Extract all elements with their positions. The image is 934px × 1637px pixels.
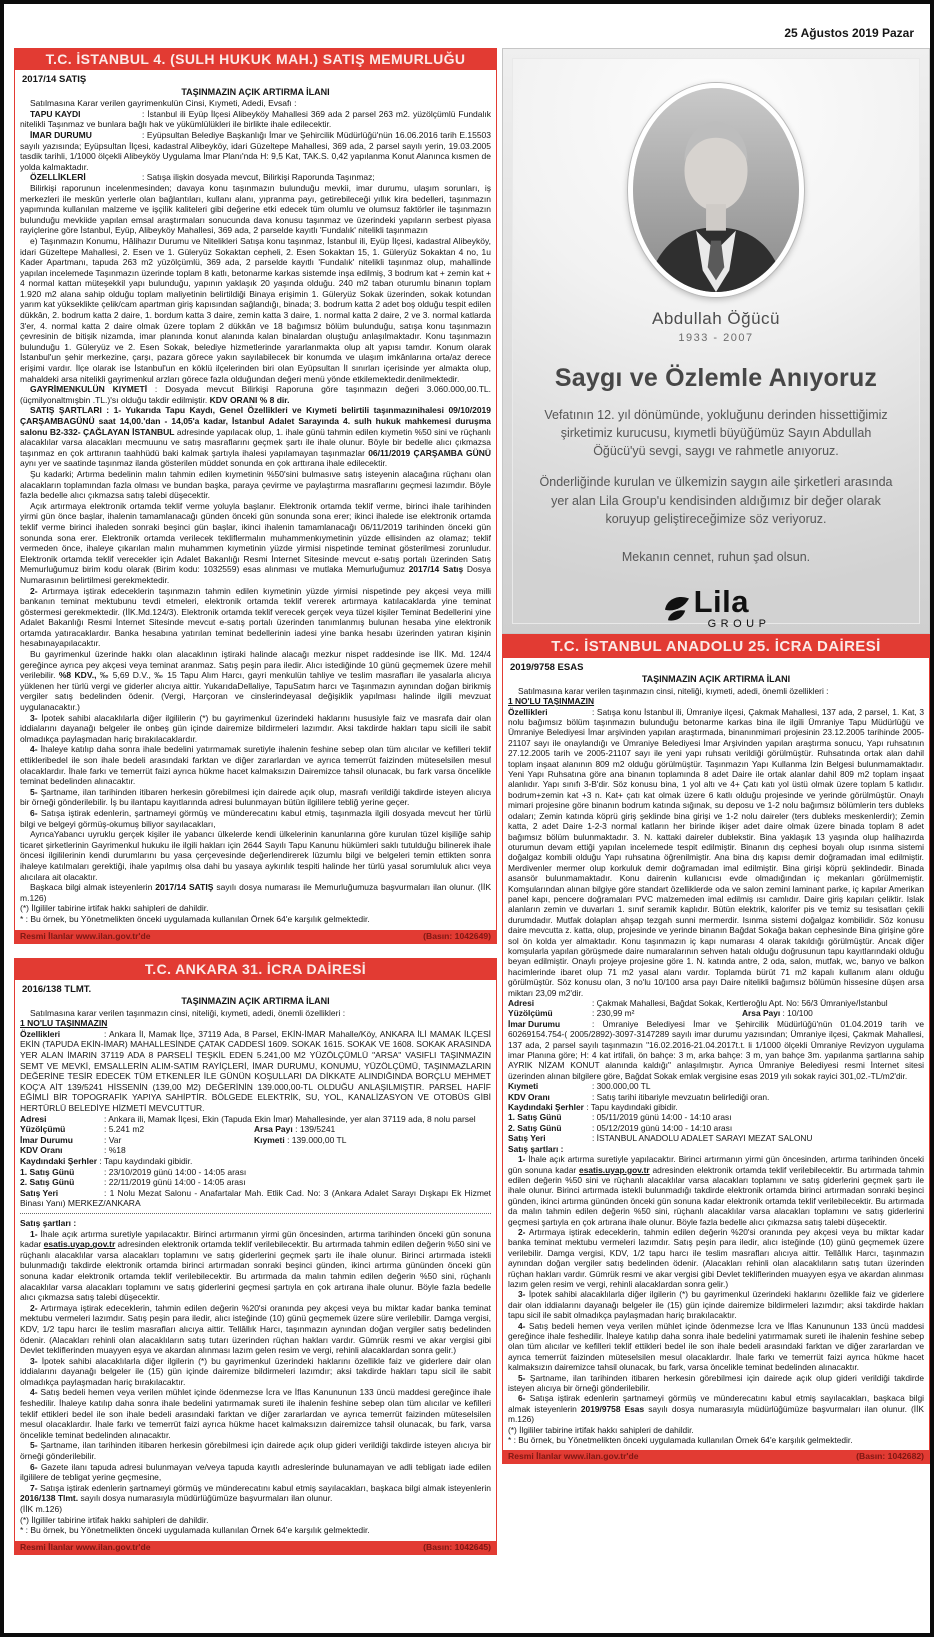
notice-footer-bar (503, 1450, 929, 1463)
portrait-photo (628, 83, 804, 297)
memorial-paragraph: Önderliğinde kurulan ve ülkemizin saygın aile şirketleri arasında yer alan Lila Group'u kendisinden aldığımız bir değer olarak koruyup geliştireceğimize söz veriyoruz. (539, 475, 893, 526)
portrait-illustration (633, 88, 799, 292)
memorial-years: 1933 - 2007 (678, 332, 754, 344)
memorial-name: Abdullah Öğücü (652, 309, 780, 328)
logo-group-label: GROUP (707, 617, 771, 630)
notice-footer-bar (15, 930, 496, 943)
leaf-icon (662, 594, 692, 624)
notice-body (503, 658, 929, 1450)
basin-number: (Basın: 1042645) (423, 1541, 491, 1552)
auction-notice-istanbul-anadolu-25 (502, 634, 930, 1464)
right-column (502, 48, 930, 1478)
notice-title-bar: T.C. İSTANBUL 4. (SULH HUKUK MAH.) SATIŞ MEMURLUĞU (15, 49, 496, 70)
memorial-inner-panel (512, 58, 920, 630)
notice-body (15, 70, 496, 930)
official-ads-link: Resmi İlanlar www.ilan.gov.tr'de (508, 1451, 639, 1462)
lila-group-logo (513, 583, 919, 630)
basin-number: (Basın: 1042682) (856, 1451, 924, 1462)
logo-wordmark: Lila (693, 583, 749, 619)
case-number: 2016/138 TLMT. (22, 983, 92, 995)
notice-body (15, 980, 496, 1541)
notice-title-bar: T.C. ANKARA 31. İCRA DAİRESİ (15, 959, 496, 980)
notice-title-bar: T.C. İSTANBUL ANADOLU 25. İCRA DAİRESİ (503, 635, 929, 658)
left-column (14, 48, 497, 1569)
notice-paragraphs: TAŞINMAZIN AÇIK ARTIRMA İLANI Satılmasına karar verilen taşınmazın cinsi, niteliği, kıymeti, adedi, önemli özellikleri : 1 NO'LU TAŞINMAZIN Özellikleri : Satışa konu İstanbul ili, Ümraniye ilçesi, Çakmak Mahallesi, 137 ada, 2 parsel, 1. Kat, 3 nolu bağımsız bölüm taşınmazın bulunduğu betonarme karkas bina ile ilgili Ümraniye Tapu Müdürlüğü ve Ümraniye Belediyesi İmar arşivinden yapılan araştırmada, binanınmimari projesinin 23.12.2005 tarihinde 2005-21107 sayı ile onaylandığı ve Ümraniye Belediyesi İmar Arşivinden yapılan araştırma sonucu, Yapı ruhsatının 27.12.2005 tarih ve 2005-21107 sayı ile yeni yapı ruhsatı verildiği görülmüştür. Ruhsatında ortak alan dahil toplam inşaat alanının 809 m2 olduğu görülmüştür. Taşınmazın Yapı Kullanma İzin Belgesi bulunmamaktadır. Yeni Yapı Ruhsatına göre ana binanın toplamında 8 adet Daire ile ortak alanlar dahil 809 m2 toplam inşaat alanlıdır. Yapı sınıfı 3-B'dir. Söz konusu bina, 1 yol altı ve 4+ Çatı katı yol üstü olmak üzere toplam 5 katlıdır. bodrum+zemin kat +3 n. Kat+ çatı kat olmak üzere 6 katlı olduğu projesinde ve yerinde görülmüştür. Onaylı mimari projesine göre binanın bodrum katında sığınak, su deposu ve 1-2 nolu bağımsız bölümlerin ters dubleks odaları; Zemin katında köprü giriş şeklinde bina girişi ve 1-2 nolu daireler (ters dubleks meskenlerdir); Zemin katta, 2 adet Daire 1-2-3 normal katların her birinde ikişer adet daire olmak üzere binada toplam 8 adet bağımsız bölüm bulunmaktadır. 3. N. kattaki daireler dublekstir. Bina yaklaşık 13 yaşında olup halihazırda oturumun devam ettiği yapılan incelemede tespit edilmiştir. Binanın dış cephesi boyalı olup ısınma sistemi doğalgaz kombili olduğu Yapı ruhsatına öğrenilmiştir. Ana bina dış kapısı demir doğramadan imal edilmiştir. Merdivenler mermer olup korkuluk demir doğramadan imal edilmiştir. Bina girişi köprü şeklindedir. Binada asansör bulunmamaktadır. Konu dairenin kullanıcısı evde olmadığından iç mekanları görülmemiştir. Komşularından alınan bilgiye göre standart özelliklerde oda ve salon zemini laminant parke, iç kapılar Amerikan panel kapı, pencere doğramaları PVC malzemeden imal edilmiş ısı camlıdır. Daire giriş kapıları çeliktir. Islak alanların zemin ve duvarları 1. sınıf seramik kaplıdır. Bütün elektrik, kalorifer pis ve temiz su tesisatları çekili durumdadır. Mutfak dolapları ahşap tezgah sunni mermerdir. Isınma sistemi doğalgaz kombilidir. Söz konusu daire mevcutta z. katta, olup, projesinde ve yerinde binanın Bağdat Sokağa bakan cephesinde Bina girişine göre sol ön kolda yer almaktadır. Konu taşınmazın iç kapı numarası 4 olarak takıldığı görülmüştür. Ancak diğer komşularla yapılan görüşmede daire numaralarının sehven hatalı olduğu doğrusunun tapu kayıtlarındaki olduğu beyan edilmiştir. Onaylı projeye projesine göre 1. N. katında antre, 2 oda, salon, mutfak, wc, banyo ve balkon hacimlerinde ibaret olup 71 m2 yasal alanı vardır. Toplamda bürüt 71 m2 kapalı kullanım alanı olduğu görülmüştür. Söz konusu olan, 3 no'lu 10/100 arsa payı Daire nitelikli bağımsız bölümün hissesine düşen arsa miktarı 23,09 m2'dir. Adresi : Çakmak Mahallesi, Bağdat Sokak, Kertleroğlu Apt. No: 56/3 Ümraniye/İstanbul Yüzölçümü : 230,99 m² Arsa Payı : 10/100 İmar Durumu : Ümraniye Belediyesi İmar ve Şehircilik Müdürlüğü'nün 01.04.2019 tarih ve 60269154.754-( 2005/2892)-3097-3147289 sayılı imar durumu yazısından; Ümraniye ilçesi, Çakmak Mahallesi, 137 ada, 2 parsel sayılı taşınmazın "16.02.2016-21.04.2017t.t. li 1/1000 ölçekli Ümraniye Revizyon uygulama imar Planına göre; H: 4 kat irtifali, ön bahçe: 3 m, arka bahçe: 3 m, yan bahçe 3m. yapılanma şartlarına sahip AYRIK NİZAM KONUT alanında kaldığı" anlaşılmıştır. Ayrıca Ümraniye Belediyesi resmi İnternet sitesi üzerinden alınan bilgilere göre, Bağdat Sokak emlak vergisine esas 2019 yılı sokak rayici 301,02.-TL/m2'dir. Kıymeti : 300.000,00 TL KDV Oranı : Satış tarihi itibariyle mevzuatın belirlediği oran. Kaydındaki Şerhler : Tapu kaydındaki gibidir. 1. Satış Günü : 05/11/2019 günü 14:00 - 14:10 arası 2. Satış Günü : 05/12/2019 günü 14:00 - 14:10 arası Satış Yeri : İSTANBUL ANADOLU ADALET SARAYI MEZAT SALONU Satış şartları : 1- İhale açık artırma suretiyle yapılacaktır. Birinci artırmanın yirmi gün öncesinden, artırma tarihinden önceki gün sonuna kadar esatis.uyap.gov.tr adresinden elektronik ortamda teklif verilebilecektir. Bu artırmada tahmin edilen değerin %50 sini ve rüçhanlı alacaklılar varsa alacakları toplamını ve satış giderlerini geçmek şartı ile ihale olunur. Birinci artırmada istekli bulunmadığı takdirde elektronik ortamda birinci artırmadan sonraki beşinci günden, ikinci artırma gününden önceki gün sonuna kadar elektronik ortamda teklif verilebilecektir. Bu artırmada da malın tahmin edilen değerin %50 sini, rüçhanlı alacaklılar varsa alacakları toplamını ve satış giderlerini geçmesi şartıyla en çok artırana ihale olunur. Böyle fazla bedelle alıcı çıkmazsa satış talebi düşecektir. 2- Artırmaya iştirak edeceklerin, tahmin edilen değerin %20'si oranında pey akçesi veya bu miktar kadar banka teminat mektubu vermeleri lazımdır. Satış peşin para iledir, alıcı isteğinde (10) günü geçmemek üzere verilebilir. Damga vergisi, KDV, 1/2 tapu harcı ile teslim masrafları alıcıya aittir. Tellâllık Harcı, taşınmazın aynından doğan vergiler satış bedelinden ödenir. (Alacakları rehinli olan alacaklıların satış tutarı üzerinden rüçhan hakları vardır. Gümrük resmi ve akar vergisi gibi Devlet tekliflerinden muayyen eşya ve akardan alınması lazım gelen resim ve vergi, rehinli alacaklardan sonra gelir.) 3- İpotek sahibi alacaklılarla diğer ilgilerin (*) bu gayrimenkul üzerindeki haklarını özellikle faiz ve giderlere dair olan iddialarını dayanağı belgeler ile (15) gün içinde dairemize bildirmeleri lazımdır; aksi takdirde hakları tapu sicil ile sabit olmadıkça paylaşmadan hariç bırakılacaktır. 4- Satış bedeli hemen veya verilen mühlet içinde ödenmezse İcra ve İflas Kanununun 133 üncü maddesi gereğince ihale feshedilir. İhaleye katılıp daha sonra ihale bedelini yatırmamak sureti ile ihalenin feshine sebep olan tüm alıcılar ve kefilleri teklif ettikleri bedel ile son ihale bedeli arasındaki farktan ve diğer zararlardan ve ayrıca temerrüt faizinden müteselsilen mesul olacaklardır. İhale farkı ve temerrüt faizi ayrıca hükme hacet kalmaksızın dairemizce tahsil olunacak, bu fark, varsa öncelikle teminat bedelinden alınacaktır. 5- Şartname, ilan tarihinden itibaren herkesin görebilmesi için dairede açık olup gideri verildiği takdirde isteyen alıcıya bir örneği gönderilebilir. 6- Satışa iştirak edenlerin şartnameyi görmüş ve münderecatını kabul etmiş sayılacakları, başkaca bilgi almak isteyenlerin 2019/9758 Esas sayılı dosya numarasıyla müdürlüğümüze başvurmaları ilan olunur. (İİK m.126) (*) İlgililer tabirine irtifak hakkı sahipleri de dahildir. * : Bu örnek, bu Yönetmelikten önceki uygulamada kullanılan Örnek 64'e karşılık gelmektedir. (508, 674, 925, 1446)
memorial-ad (502, 48, 930, 634)
memorial-heading: Saygı ve Özlemle Anıyoruz (554, 364, 878, 392)
notice-footer-bar (15, 1541, 496, 1554)
basin-number: (Basın: 1042649) (423, 930, 491, 941)
memorial-paragraph: Vefatının 12. yıl dönümünde, yokluğunu derinden hissettiğimiz şirketimiz kurucusu, kıymetli büyüğümüz Sayın Abdullah Öğücü'yü sevgi, saygı ve rahmetle anıyoruz. (544, 408, 888, 459)
case-number: 2017/14 SATIŞ (22, 74, 87, 85)
notice-paragraphs: TAŞINMAZIN AÇIK ARTIRMA İLANI Satılmasına Karar verilen gayrimenkulün Cinsi, Kıymeti, Adedi, Evsafı : TAPU KAYDI : İstanbul ili Eyüp İlçesi Alibeyköy Mahallesi 369 ada 2 parsel 263 m2. yüzölçümlü Fundalık nitelikli Taşınmaz ve bunlara bağlı hak ve yükümlülükleri ile birlikte ihale edilecektir. İMAR DURUMU : Eyüpsultan Belediye Başkanlığı İmar ve Şehircilik Müdürlüğü'nün 16.06.2016 tarih E.15503 sayılı yazısında; Eyüpsultan İlçesi, kadastral Alibeyköy, idari Güzeltepe Mahallesi, 369 ada, 2 parsel sayılı yerin, 19.03.2005 tasdik tarihli, 1/1000 ölçekli Alibeyköy Uygulama İmar Planı'nda H: 9,5 Kat, TAK.S. 0,42 yapılanma Konut Alanınca kısmen de yolda kalmaktadır. ÖZELLİKLERİ : Satışa ilişkin dosyada mevcut, Bilirkişi Raporunda Taşınmaz; Bilirkişi raporunun incelenmesinden; davaya konu taşınmazın bulunduğu mevkii, imar durumu, ulaşım sorunları, iş merkezleri ile meskûn yerlerle olan bağlantıları, kullanı alanı, yıpranma payı, getirebileceği yıllık kira bedelleri, taşınmazın yapımında kullanılan malzeme ve işçilik kaliteleri gibi değerine etki edecek tüm olumlu ve olumsuz faktörler ile taşınmazın bulunduğu mevkiide yapılan emsal araştırmaları sonucunda dava konusu taşınmaz ve üzerindeki yapıların serbest piyasa rayiçlerine göre İstanbul, Eyüp, Alibeyköy Mahallesi, 369 ada, 2 parselde kayıtlı 'Fundalık' nitelikli taşınmazın e) Taşınmazın Konumu, Hâlihazır Durumu ve Nitelikleri Satışa konu taşınmaz, İstanbul ili, Eyüp İlçesi, kadastral Alibeyköy, idari Güzeltepe Mahallesi, 2. Esen ve 1. Güleryüz Sokaktan cepheli, 2. Esen Sokaktan 15, 1. Güleryüz Sokaktan 4 no, 1u Kader Apartmanı, tapuda 263 m2 yüzölçümlü, 369 ada, 2 parselde kayıtlı 'Fundalık' nitelikli taşınmaz olup, mahallinde yapılan incelemede Taşınmazın üzerinde toplam 8 katlı, betonarme karkas sistemde inşa edilmiş, 3 bodrum kat + zemin kat + 4 normal kattan müteşekkil yapı bulunduğu, yapının yaklaşık 20 yaşında olduğu. 240 m2 taban oturumlu binanın toplam 1.920 m2 alana sahip olduğu toplam maliyetinin belirtildiği Binaya erişimin 1. Güleryüz Sokak üzerinden, sokak kotundan yarım kat yükseklikte çelik/cam apartman giriş kapısından sağlandığı, binada; 3. bodrum katta 2 adet boş olduğu tespit edilen dükkân, 2. bodrum katta 2 daire, 1. bordum katta 3 daire, zemin katta 3 daire, 1. normal katta 2 daire, 2 ve 3. normal katlarda 3'er, 4. normal katta 2 daire olmak üzere toplam 2 dükkân ve 18 bağımsız bölüm bulunduğu, satışa konu taşınmazın çevresinin de bitişik nizamda, imar planında konut alanında kalan binalardan oluştuğu anlaşılmaktadır. Konu taşınmazın bulunduğu 1. Güleryüz ve 2. Esen Sokak, belediye hizmetlerinde yararlanmakta olup alt yapısı tamdır. Konum olarak İstanbul'un şehir merkezine, çarşı, pazara görece yakın sayılabilecek bir konumda ve ulaşım imkânlarına orta/az derece erişimi vardır. İlçe olarak ise İstanbul'un en köklü ilçelerinden biri olan Eyüpsultan İl sınırları içerisinde yer almakta olup, mahaldeki arsa nitelikli gayrimenkul arzları görece fazla olduğundan değeri menü yönde etkilemektedir.denilmektedir. GAYRİMENKULÜN KIYMETİ : Dosyada mevcut Bilirkişi Raporuna göre taşınmazın değeri 3.060.000,00.TL. (üçmilyonaltmışbin .TL.)'sı olduğu takdir edilmiştir. KDV ORANI % 8 dir. SATIŞ ŞARTLARI : 1- Yukarıda Tapu Kaydı, Genel Özellikleri ve Kıymeti belirtili taşınmazınihalesi 09/10/2019 ÇARŞAMBAGÜNÜ saat 14,00.'dan - 14,05'a kadar, İstanbul Adalet Sarayında 4. sulh hukuk mahkemesi duruşma salonu B2-332- ÇAĞLAYAN İSTANBUL adresinde yapılacak olup, 1. ihale günü tahmin edilen kıymetin %50 sini ve rüçhanlı alacaklılar varsa alacakları mecmuunu ve satış masraflarını geçmek şartı ile ihale olunur. Böyle bir bedelle alıcı çıkmazsa taşınmaz en çok arttıranın taahhüdü baki kalmak şartıyla ihalesi yapılamayan taşınmazlar 06/11/2019 ÇARŞAMBA GÜNÜ aynı yer ve saatinde taşınmaz ilanda gösterilen müddet sonunda en çok arttırana ihale edilecektir. Şu kadarki; Artırma bedelinin malın tahmin edilen kıymetinin %50'sini bulmasıve satış isteyenin alacağına rüçhanı olan alacakların toplamından fazla olması ve bundan başka, paraya çevirme ve paylaştırma masraflarını geçmesi lazımdır. Böyle fazla bedelle alıcı çıkmazsa satış talebi düşecektir. Açık artırmaya elektronik ortamda teklif verme yoluyla başlanır. Elektronik ortamda teklif verme, birinci ihale tarihinden yirmi gün önce başlar, ihalenin tamamlanacağı günden önceki gün sonunda sona erer; ikinci ihalede ise elektronik ortamda teklif verme birinci ihaleden sonraki beşinci gün başlar, ikinci ihalenin tamamlanacağı 06/11/2019 tarihinden önceki gün sonunda sona erer. Elektronik ortamda verilecek tekliflermalın muhammenkıymetinin yüzde ellisinden az olamaz; teklif vermeden önce, ihaleye çıkarılan malın muhammen kıymetinin yüzde yirmisi nispetinde teminat gösterilmesi zorunludur. Elektronik ortamda teklif verecekler için Adalet Bakanlığı Resmi İnternet Sitesinde mevcut e-satış portalı üzerinden Satış Memurluğumuz birim kodu olarak (Birim kodu: 1032559) esas alınması ve mutlaka Memurluğumuz 2017/14 Satış Dosya Numarasının belirtilmesi gerekmektedir. 2- Artırmaya iştirak edeceklerin taşınmazın tahmin edilen kıymetinin yüzde yirmisi nispetinde pey akçesi veya milli bankanın teminat mektubunu tevdi etmeleri, elektronik ortamda teklif vererek artırmaya katılacaklarda yine teminat göstermesi gerekmektedir. (İİK.Md.124/3). Elektronik ortamda teklif verecek gerçek veya tüzel kişiler Teminat Bedellerini yine Adalet Bakanlığı Resmi İnternet Sitesinde mevcut e-satış portalı üzerinden tanımlanmış bulunan hesaba yine elektronik ortamda yatıracaklardır. Banka hesabına yatırılan teminat bedellerinin iadesi yine banka hesabı üzerinden yatıran kişinin hesabınayapılacaktır. Bu gayrimenkul üzerinde hakkı olan alacaklının iştiraki halinde alacağı mezkur nispet raddesinde ise İİK. Md. 124/4 gereğince ayrıca pey akçesi veya teminat aranmaz. Satış peşin para iledir. Alıcı istediğinde 10 günü geçmemek üzere mehil verilebilir. %8 KDV., ‰ 5,69 D.V., ‰ 15 Tapu Alım Harcı, gayri menkulün tahliye ve teslim masrafları ile yasalarla alıcıya yüklenen her türlü vergi ve giderler alıcıya aittir. YukarıdaDellaliye, TapuSatım harcı ve Taşınmazın aynından doğan birikmiş vergiler satış bedelinden ödenir. (Vergi, Harçoran ve cinslerindeyasal değişiklik yapılması halinde ilgili mevzuat uygulanacaktır.) 3- İpotek sahibi alacaklılarla diğer ilgililerin (*) bu gayrimenkul üzerindeki haklarını hususiyle faiz ve masrafa dair olan iddialarını dayanağı belgeler ile onbeş gün içinde dairemize bildirmeleri lazımdır. Aksi takdirde hakları tapu sicili ile sabit olmadıkça paylaşmadan hariç bırakılacaklardır. 4- İhaleye katılıp daha sonra ihale bedelini yatırmamak suretiyle ihalenin feshine sebep olan tüm alıcılar ve kefilleri teklif ettikleribedel ile son ihale bedeli arasındaki farktan ve diğer zararlardan ve ayrıca temerrüt faizinden müteselsilen mesul olacaklardır. İhale farkı ve temerrüt faizi ayrıca hükme hacet kalmaksızın Dairemizce tahsil olunacak, bu fark varsa öncelikle teminat bedelinden alınacaktır. 5- Şartname, ilan tarihinden itibaren herkesin görebilmesi için dairede açık olup, masrafı verildiği takdirde isteyen alıcıya bir örneği gönderilebilir. İş bu ilantapu kayıtlarında adresi bulunmayan bütün ilgililere tebliğ yerine geçer. 6- Satışa iştirak edenlerin, şartnameyi görmüş ve münderecatını kabul etmiş, taşınmazla ilgili dosyada mevcut her türlü bilgi ve belgeyi görmüş-okumuş biliyor sayılacakları, AyrıcaYabancı uyruklu gerçek kişiler ile yabancı ülkelerde kendi ülkelerinin kanunlarına göre kurulan tüzel kişiliğe sahip ticaret şirketlerinin Gayrimenkul hukuku ile ilgili hakları için 2644 Sayılı Tapu Kanunu hükümleri saklı tutulduğu bilinerek ihale öncesi ilgililerinin kendi durumlarını bu yasa çerçevesinde değerlendirerek lüzumlu bilgi ve belgeleri temin ettikten sonra ihaleye katılmaları gerektiği, ihale yapılmış olsa dahi bu yasaya aykırılık tespiti halinde her türlü yasal sorumluluk alıcı veya alıcılara ait olacaktır. Başkaca bilgi almak isteyenlerin 2017/14 SATIŞ sayılı dosya numarası ile Memurluğumuza başvurmaları ilan olunur. (İİK m.126) (*) İlgililer tabirine irtifak hakkı sahipleri de dahildir. * : Bu örnek, bu Yönetmelikten önceki uygulamada kullanılan Örnek 64'e karşılık gelmektedir. (20, 86, 492, 924)
official-ads-link: Resmi İlanlar www.ilan.gov.tr'de (20, 930, 151, 941)
memorial-paragraph: Mekanın cennet, ruhun şad olsun. (621, 549, 811, 564)
auction-notice-istanbul-4 (14, 48, 497, 944)
page-date: 25 Ağustos 2019 Pazar (784, 26, 914, 40)
official-ads-link: Resmi İlanlar www.ilan.gov.tr'de (20, 1541, 151, 1552)
auction-notice-ankara-31 (14, 958, 497, 1555)
notice-paragraphs: TAŞINMAZIN AÇIK ARTIRMA İLANI Satılmasına karar verilen taşınmazın cinsi, niteliği, kıymeti, adedi, önemli özellikleri : 1 NO'LU TAŞINMAZIN Özellikleri : Ankara İl, Mamak İlçe, 37119 Ada, 8 Parsel, EKİN-İMAR Mahalle/Köy, ANKARA İLİ MAMAK İLÇESİ EKİN (TAPUDA EKİN-İMAR) MAHALLESİNDE ÇATAK CADDESİ 1609. SOKAK 1615. SOKAK VE 1608. SOKAK ARASINDA YER ALAN İMARIN 37119 ADA 8 PARSELİ TEŞKİL EDEN 5.241,00 M2 YÜZÖLÇÜMLÜ "ARSA" VASIFLI TAŞINMAZIN SEMT VE MEVKİ, EMSALLERİN ALIM-SATIM RAYİÇLERİ, İMAR DURUMU, KONUMU, YÜZÖLÇÜMÜ, TAŞINMAZLARIN DEĞERİNE TESİR EDECEK TÜM ETKENLER İLE GÜNÜN KOŞULLARI DA DİKKATE ALINDIĞINDA BORÇLU MEHMET KOÇ'A AİT 139/5241 HİSSENİN (139,00 M2) DEĞERİNİN 139.000,00-TL OLDUĞU ANLAŞILMIŞTIR. PARSEL HAFİF EĞİMLİ BİR TOPOGRAFİK YAPIYA SAHİPTİR. BÖLGEDE ELEKTRİK, SU, YOL, KANALİZASYON VE OTOBÜS GİBİ HERTÜRLÜ BELEDİYE HİZMETİ MEVCUTTUR. Adresi : Ankara ili, Mamak İlçesi, Ekin (Tapuda Ekin İmar) Mahallesinde, yer alan 37119 ada, 8 nolu parsel Yüzölçümü : 5.241 m2 Arsa Payı : 139/5241 İmar Durumu : Var Kıymeti : 139.000,00 TL KDV Oranı : %18 Kaydındaki Şerhler : Tapu kaydındaki gibidir. 1. Satış Günü : 23/10/2019 günü 14:00 - 14:05 arası 2. Satış Günü : 22/11/2019 günü 14:00 - 14:05 arası Satış Yeri : 1 Nolu Mezat Salonu - Anafartalar Mah. Etlik Cad. No: 3 (Ankara Adalet Sarayı Dışkapı Ek Hizmet Binası Yanı) MERKEZ/ANKARA Satış şartları : 1- İhale açık artırma suretiyle yapılacaktır. Birinci artırmanın yirmi gün öncesinden, artırma tarihinden önceki gün sonuna kadar esatis.uyap.gov.tr adresinden elektronik ortamda teklif verilebilecektir. Bu artırmada tahmin edilen değerin %50 sini ve rüçhanlı alacaklılar varsa alacakları toplamını ve satış giderlerini geçmek şartı ile ihale olunur. Birinci artırmada istekli bulunmadığı takdirde elektronik ortamda birinci artırmadan sonraki beşinci günden, ikinci artırma gününden önceki gün sonuna kadar elektronik ortamda teklif verilebilecektir. Bu artırmada da malın tahmin edilen değerin %50 sini, rüçhanlı alacaklılar varsa alacakları toplamını ve satış giderlerini geçmesi şartıyla en çok artırana ihale olunur. Böyle fazla bedelle alıcı çıkmazsa satış talebi düşecektir. 2- Artırmaya iştirak edeceklerin, tahmin edilen değerin %20'si oranında pey akçesi veya bu miktar kadar banka teminat mektubu vermeleri lazımdır. Satış peşin para iledir, alıcı isteğinde (10) günü geçmemek üzere süre verilebilir. Damga vergisi, KDV, 1/2 tapu harcı ile teslim masrafları alıcıya aittir. Tellâllık Harcı, taşınmazın aynından doğan vergiler satış bedelinden ödenir. (Alacakları rehinli olan alacaklıların satış tutarı üzerinden rüçhan hakları vardır. Gümrük resmi ve akar vergisi gibi Devlet tekliflerinden muayyen eşya ve akardan alınması lazım gelen resim ve vergi, rehinli alacaklardan sonra gelir.) 3- İpotek sahibi alacaklılarla diğer ilgilerin (*) bu gayrimenkul üzerindeki haklarını özellikle faiz ve giderlere dair olan iddialarını dayanağı belgeler ile (15) gün içinde dairemize bildirmeleri lazımdır; aksi takdirde hakları tapu sicil ile sabit olmadıkça paylaşmadan hariç bırakılacaktır. 4- Satış bedeli hemen veya verilen mühlet içinde ödenmezse İcra ve İflas Kanununun 133 üncü maddesi gereğince ihale feshedilir. İhaleye katılıp daha sonra ihale bedelini yatırmamak sureti ile ihalenin feshine sebep olan tüm alıcılar ve kefilleri teklif ettikleri bedel ile son ihale bedeli arasındaki farktan ve diğer zararlardan ve ayrıca temerrüt faizinden müteselsilen mesul olacaklardır. İhale farkı ve temerrüt faizi ayrıca hükme hacet kalmaksızın dairemizce tahsil olunacak, bu fark, varsa öncelikle teminat bedelinden alınacaktır. 5- Şartname, ilan tarihinden itibaren herkesin görebilmesi için dairede açık olup gideri verildiği takdirde isteyen alıcıya bir örneği gönderilebilir. 6- Gazete ilanı tapuda adresi bulunmayan ve/veya tapuda kayıtlı adreslerinde bulunamayan ve adli tebligatı iade edilen ilgililere de tebligat yerine geçmesine, 7- Satışa iştirak edenlerin şartnameyi görmüş ve münderecatını kabul etmiş sayılacakları, başkaca bilgi almak isteyenlerin 2016/138 Tlmt. sayılı dosya numarasıyla müdürlüğümüze başvurmaları ilan olunur. (İİK m.126) (*) İlgililer tabirine irtifak hakkı sahipleri de dahildir. * : Bu örnek, bu Yönetmelikten önceki uygulamada kullanılan Örnek 64'e karşılık gelmektedir. (20, 996, 491, 1536)
case-number: 2019/9758 ESAS (510, 662, 584, 673)
